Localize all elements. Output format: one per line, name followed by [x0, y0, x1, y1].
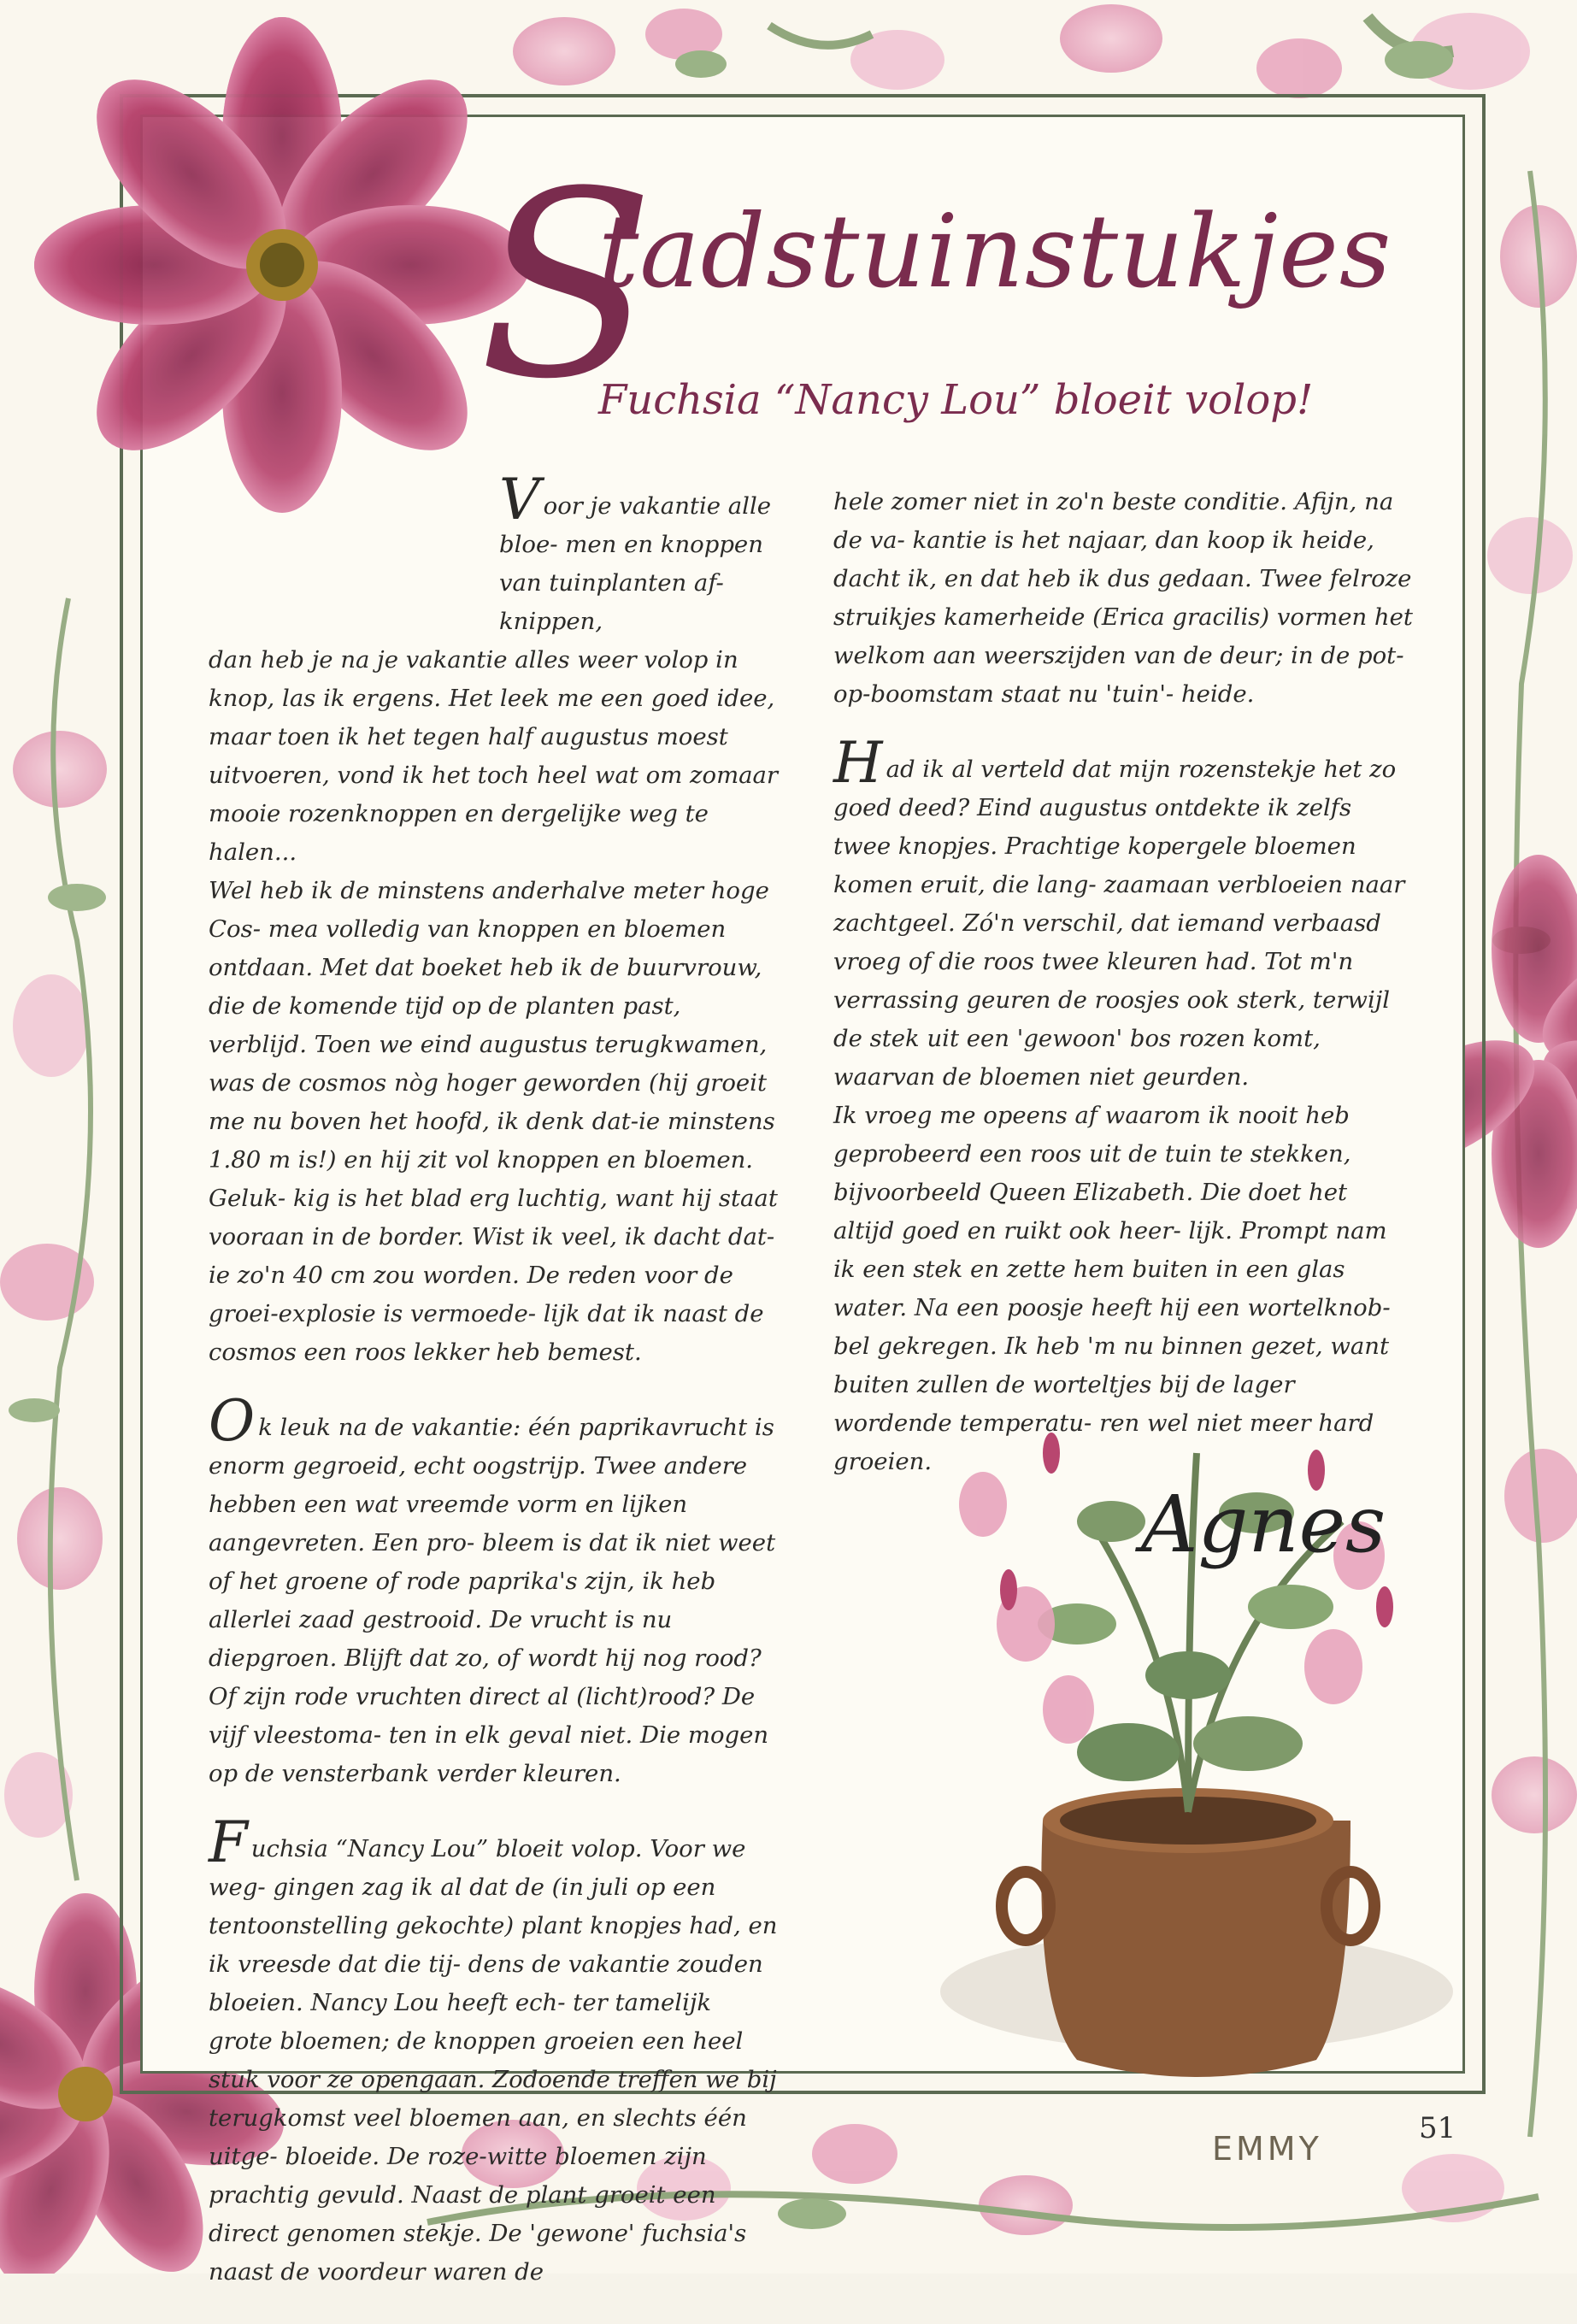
- page-subtitle: Fuchsia “Nancy Lou” bloeit volop!: [598, 376, 1314, 424]
- paragraph-7: Ik vroeg me opeens af waarom ik nooit heb geprobeerd een roos uit de tuin te stekken, bijvoorbeeld Queen Elizabeth. Die doet het altijd goed en ruikt ook heer- lijk. Prompt nam ik een stek en zette hem buiten in een glas water. Na een poosje heeft hij een wortelknob- bel gekregen. Ik heb 'm nu binnen gezet, want buiten zullen de worteltjes bij de lager wordende temperatu- ren wel niet meer hard groeien.: [833, 1102, 1391, 1475]
- page-title: tadstuinstukjes: [598, 192, 1392, 310]
- paragraph-3: [209, 1388, 781, 1793]
- paragraph-lead: oor je vakantie alle bloe- men en knoppen van tuinplanten af- knippen,: [499, 492, 772, 635]
- paragraph-text: ad ik al verteld dat mijn rozenstekje het zo goed deed? Eind augustus ontdekte ik zelfs twee knopjes. Prachtige kopergele bloemen komen eruit, die lang- zaamaan verbloeien naar zachtgeel. Zó'n verschil, dat iemand verbaasd vroeg of die roos twee kleuren had. Tot m'n verrassing geuren de roosjes ook sterk, terwijl de stek uit een 'gewoon' bos rozen komt, waarvan de bloemen niet geurden.: [833, 756, 1405, 1091]
- drop-cap: H: [833, 730, 883, 796]
- paragraph-5: hele zomer niet in zo'n beste conditie. Afijn, na de va- kantie is het najaar, dan koop ik heide, dacht ik, en dat heb ik dus gedaan. Twee felroze struikjes kamerheide (Erica gracilis) vormen het welkom aan weerszijden van de deur; in de pot-op-boomstam staat nu 'tuin'- heide.: [833, 488, 1413, 708]
- paragraph-6: [833, 730, 1415, 1097]
- paragraph-text: dan heb je na je vakantie alles weer volop in knop, las ik ergens. Het leek me een goed idee, maar toen ik het tegen half augustus moest uitvoeren, vond ik het toch heel wat om zomaar mooie rozenknoppen en dergelijke weg te halen...: [209, 646, 779, 866]
- author-signature: Agnes: [1141, 1479, 1386, 1570]
- drop-cap: V: [499, 467, 540, 532]
- drop-cap: O: [209, 1388, 256, 1454]
- drop-cap: F: [209, 1809, 248, 1875]
- right-column: [833, 483, 1415, 1514]
- left-column: [209, 467, 781, 2324]
- paragraph-text: k leuk na de vakantie: één paprikavrucht is enorm gegroeid, echt oogstrijp. Twee andere hebben een wat vreemde vorm en lijken aangevreten. Een pro- bleem is dat ik niet weet of het groene of rode paprika's zijn, ik heb allerlei zaad gestrooid. De vrucht is nu diepgroen. Blijft dat zo, of wordt hij nog rood? Of zijn rode vruchten direct al (licht)rood? De vijf vleestoma- ten in elk geval niet. Die mogen op de vensterbank verder kleuren.: [209, 1414, 776, 1787]
- page-number: 51: [1419, 2111, 1456, 2145]
- paragraph-2: Wel heb ik de minstens anderhalve meter hoge Cos- mea volledig van knoppen en bloemen ontdaan. Met dat boeket heb ik de buurvrouw, die de komende tijd op de planten past, verblijd. Toen we eind augustus terugkwamen, was de cosmos nòg hoger geworden (hij groeit me nu boven het hoofd, ik denk dat-ie minstens 1.80 m is!) en hij zit vol knoppen en bloemen. Geluk- kig is het blad erg luchtig, want hij staat vooraan in de border. Wist ik veel, ik dacht dat-ie zo'n 40 cm zou worden. De reden voor de groei-explosie is vermoede- lijk dat ik naast de cosmos een roos lekker heb bemest.: [209, 877, 778, 1366]
- paragraph-4: [209, 1809, 781, 2292]
- paragraph-1: [209, 467, 781, 872]
- title-initial: S: [479, 137, 655, 435]
- illustrator-signature: EMMY: [1212, 2130, 1322, 2168]
- paragraph-text: uchsia “Nancy Lou” bloeit volop. Voor we weg- gingen zag ik al dat de (in juli op een tentoonstelling gekochte) plant knopjes had, en ik vreesde dat die tij- dens de vakantie zouden bloeien. Nancy Lou heeft ech- ter tamelijk grote bloemen; de knoppen groeien een heel stuk voor ze opengaan. Zodoende treffen we bij terugkomst veel bloemen aan, en slechts één uitge- bloeide. De roze-witte bloemen zijn prachtig gevuld. Naast de plant groeit een direct genomen stekje. De 'gewone' fuchsia's naast de voordeur waren de: [209, 1835, 778, 2286]
